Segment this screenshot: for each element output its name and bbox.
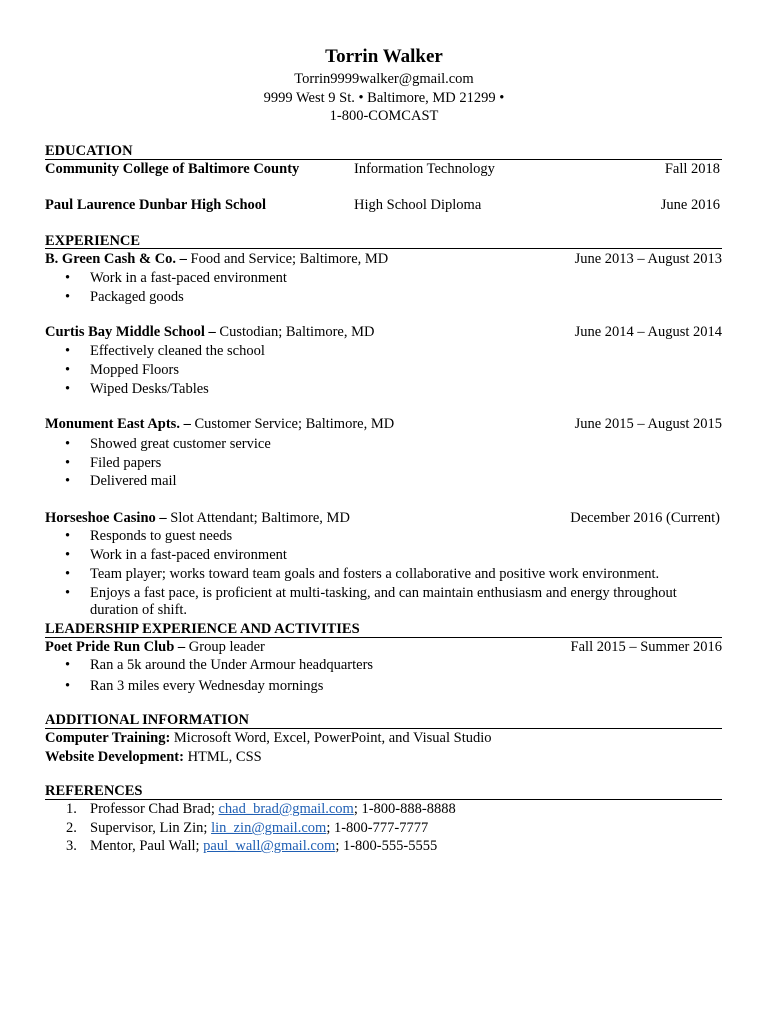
reference-number: 3. xyxy=(66,838,77,854)
reference-name: Supervisor, Lin Zin; xyxy=(90,820,212,836)
contact-email: Torrin9999walker@gmail.com xyxy=(294,71,474,87)
job-bullet: Delivered mail xyxy=(90,473,177,489)
bullet-icon: • xyxy=(65,566,71,582)
reference-email-link[interactable]: lin_zin@gmail.com xyxy=(211,820,327,836)
job-org: B. Green Cash & Co. – xyxy=(45,251,187,267)
resume-name: Torrin Walker xyxy=(325,46,443,67)
bullet-icon: • xyxy=(65,455,71,471)
bullet-icon: • xyxy=(65,657,71,673)
leadership-bullet: Ran a 5k around the Under Armour headquarters xyxy=(90,657,374,673)
additional-text: HTML, CSS xyxy=(183,749,262,765)
reference-item xyxy=(90,819,428,837)
job-bullet: Packaged goods xyxy=(90,289,184,305)
contact-phone: 1-800-COMCAST xyxy=(329,108,439,124)
job-role: Slot Attendant; Baltimore, MD xyxy=(166,510,350,526)
reference-item xyxy=(90,800,456,818)
job-title-line xyxy=(45,415,394,433)
job-org: Curtis Bay Middle School – xyxy=(45,324,216,340)
job-bullet: Enjoys a fast pace, is proficient at multi-tasking, and can maintain enthusiasm and energy throughout xyxy=(90,585,677,601)
job-date: June 2015 – August 2015 xyxy=(574,416,722,432)
bullet-icon: • xyxy=(65,528,71,544)
job-role: Food and Service; Baltimore, MD xyxy=(186,251,389,267)
bullet-icon: • xyxy=(65,270,71,286)
reference-item xyxy=(90,837,437,855)
additional-text: Microsoft Word, Excel, PowerPoint, and Visual Studio xyxy=(170,730,492,746)
additional-line xyxy=(45,729,492,747)
reference-email-link[interactable]: paul_wall@gmail.com xyxy=(203,838,336,854)
bullet-icon: • xyxy=(65,343,71,359)
job-date: December 2016 (Current) xyxy=(570,510,720,526)
job-bullet: Effectively cleaned the school xyxy=(90,343,265,359)
additional-label: Computer Training: xyxy=(45,730,171,746)
bullet-icon: • xyxy=(65,362,71,378)
bullet-icon: • xyxy=(65,585,71,601)
job-org: Horseshoe Casino – xyxy=(45,510,167,526)
reference-email-link[interactable]: chad_brad@gmail.com xyxy=(218,801,354,817)
job-bullet: Filed papers xyxy=(90,455,162,471)
references-heading: REFERENCES xyxy=(45,783,143,799)
additional-line xyxy=(45,748,262,766)
bullet-icon: • xyxy=(65,436,71,452)
job-bullet: Work in a fast-paced environment xyxy=(90,547,287,563)
reference-phone: ; 1-800-777-7777 xyxy=(326,820,429,836)
job-bullet: Work in a fast-paced environment xyxy=(90,270,287,286)
education-program: High School Diploma xyxy=(354,197,482,213)
job-bullet: Wiped Desks/Tables xyxy=(90,381,209,397)
bullet-icon: • xyxy=(65,678,71,694)
additional-label: Website Development: xyxy=(45,749,184,765)
job-bullet: Mopped Floors xyxy=(90,362,180,378)
bullet-icon: • xyxy=(65,381,71,397)
job-date: June 2014 – August 2014 xyxy=(574,324,722,340)
contact-address: 9999 West 9 St. • Baltimore, MD 21299 • xyxy=(263,90,505,106)
job-bullet: Responds to guest needs xyxy=(90,528,233,544)
additional-heading: ADDITIONAL INFORMATION xyxy=(45,712,249,728)
reference-phone: ; 1-800-888-8888 xyxy=(353,801,456,817)
education-school: Paul Laurence Dunbar High School xyxy=(45,197,267,213)
education-date: June 2016 xyxy=(660,197,720,213)
experience-heading: EXPERIENCE xyxy=(45,233,141,249)
bullet-icon: • xyxy=(65,473,71,489)
job-title-line xyxy=(45,323,374,341)
job-role: Custodian; Baltimore, MD xyxy=(215,324,375,340)
leadership-org: Poet Pride Run Club – xyxy=(45,639,186,655)
experience-rule xyxy=(45,248,722,249)
job-title-line xyxy=(45,509,350,527)
reference-phone: ; 1-800-555-5555 xyxy=(335,838,438,854)
job-title-line xyxy=(45,250,388,268)
bullet-icon: • xyxy=(65,289,71,305)
reference-name: Professor Chad Brad; xyxy=(90,801,219,817)
job-bullet: Showed great customer service xyxy=(90,436,271,452)
leadership-bullet: Ran 3 miles every Wednesday mornings xyxy=(90,678,324,694)
education-date: Fall 2018 xyxy=(664,161,720,177)
job-date: June 2013 – August 2013 xyxy=(574,251,722,267)
education-school: Community College of Baltimore County xyxy=(45,161,300,177)
reference-number: 1. xyxy=(66,801,77,817)
education-heading: EDUCATION xyxy=(45,143,133,159)
leadership-date: Fall 2015 – Summer 2016 xyxy=(570,639,722,655)
leadership-heading: LEADERSHIP EXPERIENCE AND ACTIVITIES xyxy=(45,621,360,637)
job-role: Customer Service; Baltimore, MD xyxy=(190,416,395,432)
job-bullet-continuation: duration of shift. xyxy=(90,602,188,618)
reference-number: 2. xyxy=(66,820,77,836)
job-bullet: Team player; works toward team goals and fosters a collaborative and positive work environment. xyxy=(90,566,660,582)
education-program: Information Technology xyxy=(354,161,495,177)
leadership-title-line xyxy=(45,638,265,656)
job-org: Monument East Apts. – xyxy=(45,416,191,432)
leadership-role: Group leader xyxy=(185,639,265,655)
reference-name: Mentor, Paul Wall; xyxy=(90,838,204,854)
bullet-icon: • xyxy=(65,547,71,563)
